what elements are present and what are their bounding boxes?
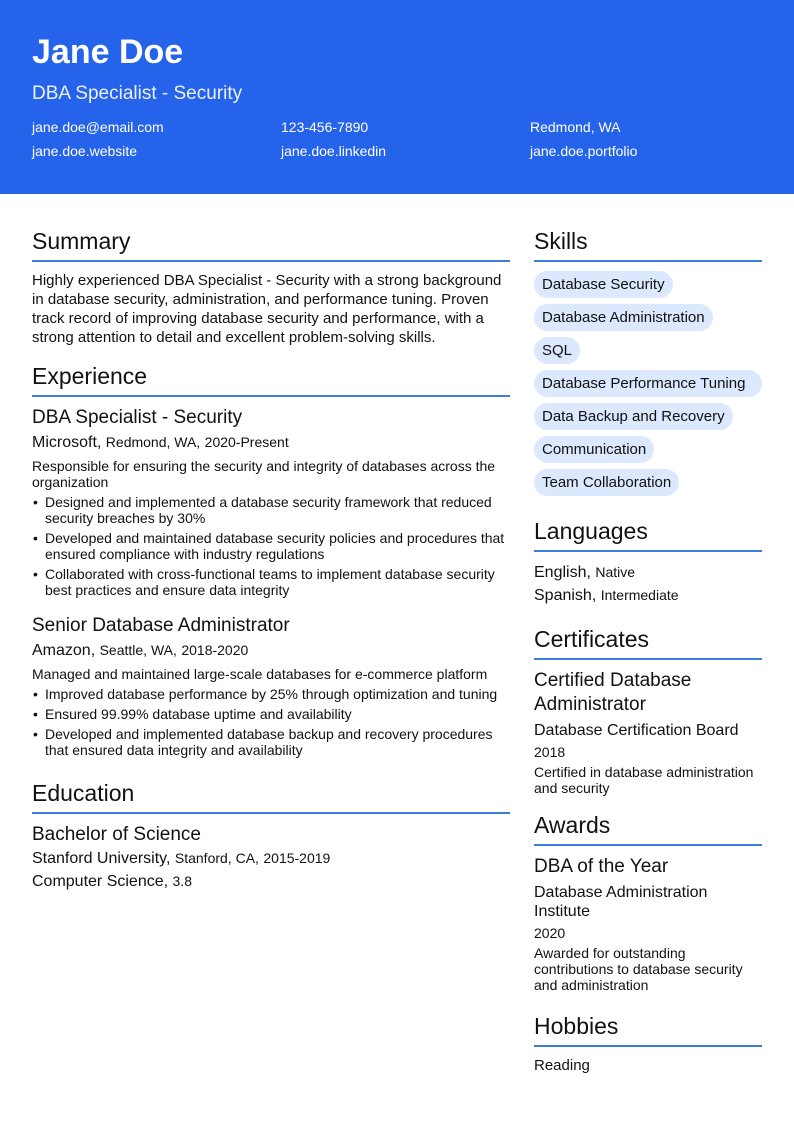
education-location: Stanford, CA, [174,850,259,866]
right-column [534,194,762,1076]
education-dates: 2015-2019 [263,850,331,866]
contact-email[interactable]: jane.doe@email.com [32,119,164,135]
award-org: Database Administration Institute [534,884,708,920]
award-description: Awarded for outstanding contributions to database security and administration [534,945,743,993]
languages-heading: Languages [534,516,762,552]
job-bullet: • Developed and maintained database security policies and procedures that ensured compliance with industry regulations [32,530,510,562]
skill-tag: Communication [534,436,654,463]
language-name: English, [534,564,591,581]
job-entry [32,614,510,758]
job-bullet: • Designed and implemented a database security framework that reduced security breaches by 30% [32,494,510,526]
job-description: Responsible for ensuring the security and integrity of databases across the organization [32,458,496,490]
skills-heading: Skills [534,226,762,262]
candidate-title: DBA Specialist - Security [32,83,243,104]
education-field: Computer Science, [32,873,169,890]
job-company: Microsoft, [32,434,102,451]
job-bullets [32,686,510,758]
certificates-heading: Certificates [534,624,762,660]
job-company: Amazon, [32,642,96,659]
experience-section [32,361,510,758]
language-level: Intermediate [600,587,679,603]
language-item [534,561,762,584]
awards-section [534,810,762,993]
certificate-name: Certified Database Administrator [534,670,692,715]
contact-website[interactable]: jane.doe.website [32,143,138,159]
job-title: DBA Specialist - Security [32,407,243,428]
job-meta [32,431,510,454]
skill-tag: Data Backup and Recovery [534,403,733,430]
job-meta [32,639,510,662]
left-column [32,194,510,1076]
job-description: Managed and maintained large-scale databases for e-commerce platform [32,666,488,682]
summary-heading: Summary [32,226,510,262]
certificates-section [534,624,762,796]
job-dates: 2020-Present [204,434,289,450]
skills-section [534,226,762,496]
skill-tag: Database Performance Tuning [534,370,762,397]
job-dates: 2018-2020 [181,642,249,658]
resume-header [0,0,794,194]
language-level: Native [595,564,636,580]
job-bullet: • Ensured 99.99% database uptime and availability [32,706,510,722]
education-school: Stanford University, [32,850,171,867]
summary-text: Highly experienced DBA Specialist - Security with a strong background in database security, administration, and performance tuning. Proven track record of improving database security and performance, with a strong attention to detail and excellent problem-solving skills. [32,272,502,346]
job-entry [32,406,510,598]
education-gpa: 3.8 [172,873,192,889]
award-year: 2020 [534,925,566,941]
job-location: Redmond, WA, [105,434,201,450]
education-school-line [32,847,510,870]
summary-section [32,226,510,347]
education-section [32,778,510,893]
hobbies-heading: Hobbies [534,1011,762,1047]
contact-linkedin[interactable]: jane.doe.linkedin [281,143,387,159]
job-location: Seattle, WA, [99,642,177,658]
candidate-name: Jane Doe [32,33,184,71]
skill-tag: Team Collaboration [534,469,679,496]
skill-tag: SQL [534,337,580,364]
certificate-org: Database Certification Board [534,722,739,739]
skills-list [534,271,762,496]
contact-phone[interactable]: 123-456-7890 [281,119,369,135]
job-bullet: • Collaborated with cross-functional teams to implement database security best practices and ensure data integrity [32,566,510,598]
award-name: DBA of the Year [534,856,669,877]
job-bullet: • Improved database performance by 25% through optimization and tuning [32,686,510,702]
resume-body [0,194,794,1076]
language-name: Spanish, [534,587,597,604]
certificate-year: 2018 [534,744,566,760]
hobby-item: Reading [534,1057,590,1074]
job-title: Senior Database Administrator [32,615,290,636]
experience-heading: Experience [32,361,510,397]
hobbies-section [534,1011,762,1076]
job-bullet: • Developed and implemented database backup and recovery procedures that ensured data integrity and availability [32,726,510,758]
education-field-line [32,870,510,893]
languages-section [534,516,762,607]
certificate-description: Certified in database administration and security [534,764,754,796]
skill-tag: Database Security [534,271,673,298]
awards-heading: Awards [534,810,762,846]
skill-tag: Database Administration [534,304,713,331]
contact-location: Redmond, WA [530,119,621,135]
contact-info [32,120,762,159]
education-heading: Education [32,778,510,814]
language-item [534,584,762,607]
education-degree: Bachelor of Science [32,824,201,845]
job-bullets [32,494,510,598]
contact-portfolio[interactable]: jane.doe.portfolio [530,143,638,159]
